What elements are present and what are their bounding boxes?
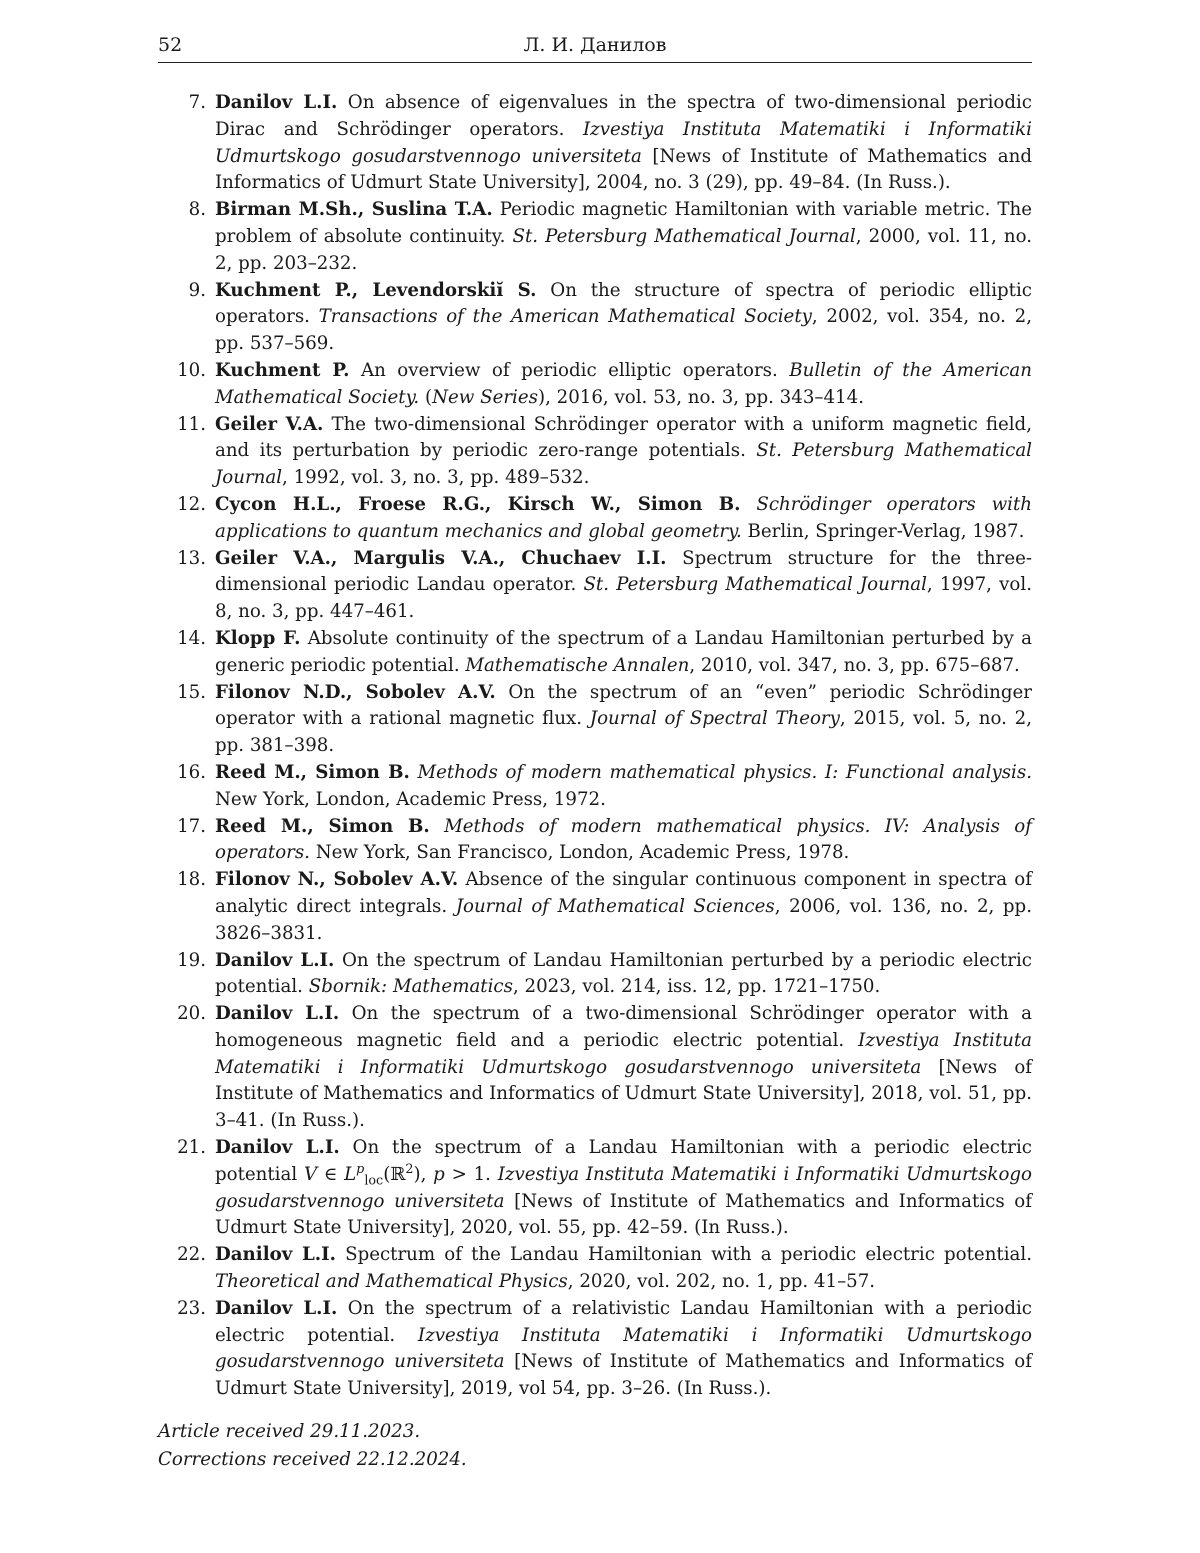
reference-item bbox=[158, 680, 1032, 760]
reference-authors: Geiler V.A., Margulis V.A., Chuchaev I.I. bbox=[215, 547, 667, 569]
reference-authors: Danilov L.I. bbox=[215, 1297, 338, 1319]
reference-item bbox=[158, 948, 1032, 1002]
reference-text: On the spectrum of Landau Hamiltonian perturbed by a periodic electric potential. Sbornik: Mathematics, 2023, vol. 214, iss. 12, pp. 1721–1750. bbox=[215, 949, 1032, 998]
reference-number: 8. bbox=[188, 199, 206, 221]
reference-number: 16. bbox=[177, 761, 206, 783]
reference-number: 21. bbox=[177, 1137, 206, 1159]
reference-item bbox=[158, 1242, 1032, 1296]
reference-text: Methods of modern mathematical physics. IV: Analysis of operators. New York, San Francisco, London, Academic Press, 1978. bbox=[215, 815, 1032, 864]
reference-number: 19. bbox=[177, 949, 206, 971]
reference-item bbox=[158, 814, 1032, 868]
reference-number: 23. bbox=[177, 1297, 206, 1319]
reference-authors: Danilov L.I. bbox=[215, 1003, 340, 1025]
reference-authors: Filonov N., Sobolev A.V. bbox=[215, 869, 459, 891]
reference-item bbox=[158, 626, 1032, 680]
reference-list bbox=[158, 90, 1032, 1403]
reference-text: Absence of the singular continuous component in spectra of analytic direct integrals. Journal of Mathematical Sciences, 2006, vol. 136, no. 2, pp. 3826–3831. bbox=[215, 869, 1032, 944]
reference-number: 11. bbox=[177, 413, 206, 435]
article-dates bbox=[158, 1418, 1032, 1474]
reference-text: On the structure of spectra of periodic elliptic operators. Transactions of the American Mathematical Society, 2002, vol. 354, no. 2, pp. 537–569. bbox=[215, 279, 1032, 355]
reference-text: On absence of eigenvalues in the spectra of two-dimensional periodic Dirac and Schrödinger operators. Izvestiya Instituta Matematiki i Informatiki Udmurtskogo gosudarstvennogo universiteta [News of Institute of Mathematics and Informatics of Udmurt State University], 2004, no. 3 (29), pp. 49–84. (In Russ.). bbox=[215, 92, 1032, 194]
corrections-date: Corrections received 22.12.2024. bbox=[158, 1449, 467, 1470]
reference-text: On the spectrum of a relativistic Landau Hamiltonian with a periodic electric potential. Izvestiya Instituta Matematiki i Informatiki Udmurtskogo gosudarstvennogo universiteta [News of Institute of Mathematics and Informatics of Udmurt State University], 2019, vol 54, pp. 3–26. (In Russ.). bbox=[215, 1297, 1032, 1400]
reference-authors: Reed M., Simon B. bbox=[215, 761, 410, 783]
reference-number: 12. bbox=[177, 493, 206, 515]
reference-number: 20. bbox=[177, 1003, 206, 1025]
reference-text: Periodic magnetic Hamiltonian with variable metric. The problem of absolute continuity. St. Petersburg Mathematical Journal, 2000, vol. 11, no. 2, pp. 203–232. bbox=[215, 199, 1032, 274]
reference-number: 17. bbox=[177, 815, 206, 837]
reference-text: On the spectrum of a Landau Hamiltonian with a periodic electric potential V ∈ $L^p_{loc}(ℝ^2)$, p > 1. Izvestiya Instituta Matematiki i Informatiki Udmurtskogo gosudarstvennogo universiteta [News of Institute of Mathematics and Informatics of Udmurt State University], 2020, vol. 55, pp. 42–59. (In Russ.). bbox=[215, 1137, 1032, 1239]
reference-authors: Kuchment P. bbox=[215, 359, 350, 381]
reference-item bbox=[158, 358, 1032, 412]
reference-item bbox=[158, 278, 1032, 358]
reference-item bbox=[158, 492, 1032, 546]
reference-number: 15. bbox=[177, 681, 206, 703]
page-header bbox=[158, 34, 1032, 63]
reference-authors: Birman M.Sh., Suslina T.A. bbox=[215, 199, 493, 221]
reference-item bbox=[158, 546, 1032, 626]
running-head: Л. И. Данилов bbox=[523, 34, 667, 56]
reference-item bbox=[158, 760, 1032, 814]
reference-item bbox=[158, 1296, 1032, 1403]
reference-item bbox=[158, 412, 1032, 492]
reference-text: Absolute continuity of the spectrum of a Landau Hamiltonian perturbed by a generic periodic potential. Mathematische Annalen, 2010, vol. 347, no. 3, pp. 675–687. bbox=[215, 627, 1032, 676]
reference-text: Spectrum structure for the three-dimensional periodic Landau operator. St. Petersburg Mathematical Journal, 1997, vol. 8, no. 3, pp. 447–461. bbox=[215, 547, 1032, 623]
reference-number: 18. bbox=[177, 869, 206, 891]
reference-text: Methods of modern mathematical physics. I: Functional analysis. New York, London, Academic Press, 1972. bbox=[215, 761, 1032, 810]
reference-authors: Danilov L.I. bbox=[215, 92, 338, 113]
reference-authors: Danilov L.I. bbox=[215, 1244, 336, 1266]
reference-number: 7. bbox=[188, 92, 206, 113]
reference-number: 13. bbox=[177, 547, 206, 569]
reference-authors: Cycon H.L., Froese R.G., Kirsch W., Simon B. bbox=[215, 493, 741, 515]
reference-text: On the spectrum of a two-dimensional Schrödinger operator with a homogeneous magnetic field and a periodic electric potential. Izvestiya Instituta Matematiki i Informatiki Udmurtskogo gosudarstvennogo universiteta [News of Institute of Mathematics and Informatics of Udmurt State University], 2018, vol. 51, pp. 3–41. (In Russ.). bbox=[215, 1003, 1032, 1132]
reference-text: On the spectrum of an “even” periodic Schrödinger operator with a rational magnetic flux. Journal of Spectral Theory, 2015, vol. 5, no. 2, pp. 381–398. bbox=[215, 681, 1032, 757]
reference-text: Schrödinger operators with applications to quantum mechanics and global geometry. Berlin, Springer-Verlag, 1987. bbox=[215, 493, 1032, 542]
reference-text: The two-dimensional Schrödinger operator with a uniform magnetic field, and its perturbation by periodic zero-range potentials. St. Petersburg Mathematical Journal, 1992, vol. 3, no. 3, pp. 489–532. bbox=[215, 413, 1033, 489]
reference-item bbox=[158, 90, 1032, 197]
page-number: 52 bbox=[158, 34, 183, 56]
reference-authors: Geiler V.A. bbox=[215, 413, 324, 435]
reference-number: 9. bbox=[188, 279, 206, 301]
reference-authors: Reed M., Simon B. bbox=[215, 815, 430, 837]
received-date: Article received 29.11.2023. bbox=[158, 1421, 421, 1442]
reference-authors: Klopp F. bbox=[215, 627, 301, 649]
reference-text: An overview of periodic elliptic operators. Bulletin of the American Mathematical Society. (New Series), 2016, vol. 53, no. 3, pp. 343–414. bbox=[215, 359, 1032, 408]
reference-authors: Danilov L.I. bbox=[215, 1137, 340, 1159]
reference-text: Spectrum of the Landau Hamiltonian with a periodic electric potential. Theoretical and Mathematical Physics, 2020, vol. 202, no. 1, pp. 41–57. bbox=[215, 1244, 1032, 1293]
reference-item bbox=[158, 197, 1032, 277]
reference-item bbox=[158, 1001, 1032, 1135]
reference-item bbox=[158, 1135, 1032, 1242]
reference-number: 10. bbox=[177, 359, 206, 381]
reference-authors: Kuchment P., Levendorskiĭ S. bbox=[215, 279, 537, 301]
reference-number: 14. bbox=[177, 627, 206, 649]
reference-authors: Danilov L.I. bbox=[215, 949, 335, 971]
reference-item bbox=[158, 867, 1032, 947]
reference-authors: Filonov N.D., Sobolev A.V. bbox=[215, 681, 496, 703]
reference-number: 22. bbox=[177, 1244, 206, 1266]
